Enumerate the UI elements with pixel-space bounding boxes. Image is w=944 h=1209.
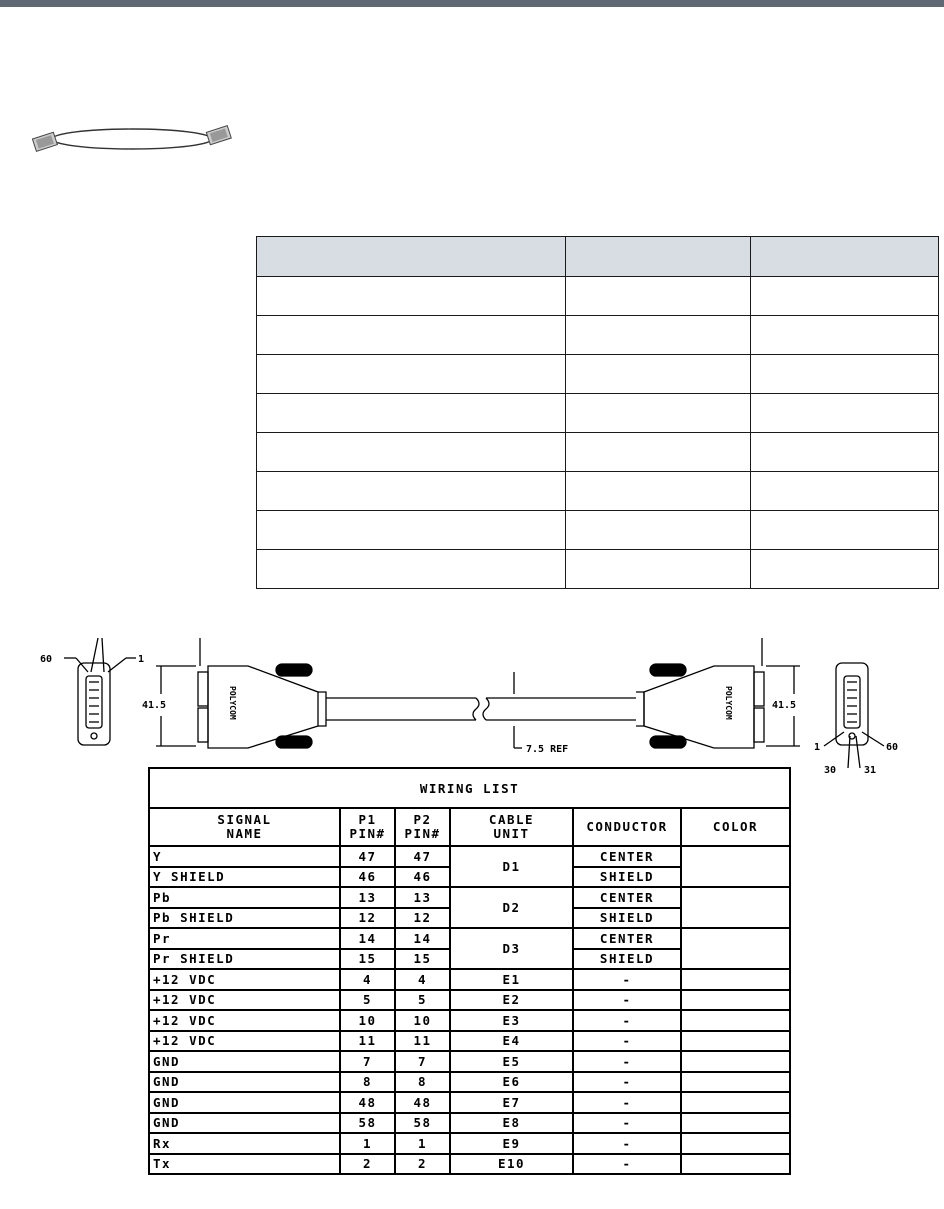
cell-p1: 12 bbox=[340, 908, 395, 929]
cell-p2: 5 bbox=[395, 990, 450, 1011]
spec-table-header bbox=[257, 237, 939, 277]
cell-cable: D2 bbox=[450, 887, 573, 928]
cell-p2: 13 bbox=[395, 887, 450, 908]
cell-color bbox=[681, 1010, 790, 1031]
cell-color bbox=[681, 969, 790, 990]
cell-conductor: - bbox=[573, 1092, 681, 1113]
cell-color bbox=[681, 1072, 790, 1093]
cell-conductor: - bbox=[573, 1154, 681, 1175]
table-row bbox=[149, 1092, 790, 1113]
cell-conductor: - bbox=[573, 990, 681, 1011]
wiring-list-title: WIRING LIST bbox=[149, 768, 790, 808]
pin-60-label-left: 60 bbox=[40, 654, 53, 665]
cell-signal: +12 VDC bbox=[149, 969, 340, 990]
col-signal-name: SIGNAL NAME bbox=[149, 808, 340, 846]
brand-label-right: POLYCOM bbox=[724, 686, 733, 720]
cell-signal: Pr SHIELD bbox=[149, 949, 340, 970]
cell-color bbox=[681, 887, 790, 928]
cell-signal: Pr bbox=[149, 928, 340, 949]
cell-cable: E9 bbox=[450, 1133, 573, 1154]
cell-p1: 7 bbox=[340, 1051, 395, 1072]
cell-p2: 58 bbox=[395, 1113, 450, 1134]
cell-p1: 1 bbox=[340, 1133, 395, 1154]
cell-p1: 14 bbox=[340, 928, 395, 949]
col-cable-unit: CABLE UNIT bbox=[450, 808, 573, 846]
cell-cable: E8 bbox=[450, 1113, 573, 1134]
cell-p1: 2 bbox=[340, 1154, 395, 1175]
cell-signal: Y SHIELD bbox=[149, 867, 340, 888]
cell-conductor: CENTER bbox=[573, 928, 681, 949]
cell-cable: E5 bbox=[450, 1051, 573, 1072]
cell-color bbox=[681, 1051, 790, 1072]
table-row bbox=[149, 1031, 790, 1052]
cell-p2: 47 bbox=[395, 846, 450, 867]
cell-conductor: - bbox=[573, 1113, 681, 1134]
cable-ref-dim: 7.5 REF bbox=[526, 744, 569, 755]
cell-p1: 8 bbox=[340, 1072, 395, 1093]
cell-p2: 48 bbox=[395, 1092, 450, 1113]
cell-signal: GND bbox=[149, 1051, 340, 1072]
cell-color bbox=[681, 846, 790, 887]
cell-cable: E7 bbox=[450, 1092, 573, 1113]
cell-signal: +12 VDC bbox=[149, 1031, 340, 1052]
cell-p2: 15 bbox=[395, 949, 450, 970]
table-row bbox=[257, 316, 939, 355]
cell-p2: 46 bbox=[395, 867, 450, 888]
pin-31-label: 31 bbox=[864, 765, 877, 776]
cell-conductor: - bbox=[573, 1010, 681, 1031]
table-row bbox=[149, 1010, 790, 1031]
table-row bbox=[149, 1154, 790, 1175]
cell-cable: E4 bbox=[450, 1031, 573, 1052]
table-row bbox=[149, 969, 790, 990]
table-row bbox=[149, 1051, 790, 1072]
brand-label-left: POLYCOM bbox=[228, 686, 237, 720]
cell-color bbox=[681, 1092, 790, 1113]
height-dim-left: 41.5 bbox=[142, 700, 167, 711]
pin-1-label-left: 1 bbox=[138, 654, 145, 665]
table-row bbox=[257, 394, 939, 433]
cell-p1: 10 bbox=[340, 1010, 395, 1031]
col-p2-pin: P2 PIN# bbox=[395, 808, 450, 846]
cell-conductor: - bbox=[573, 969, 681, 990]
table-row bbox=[149, 887, 790, 908]
table-row bbox=[257, 472, 939, 511]
cell-signal: GND bbox=[149, 1113, 340, 1134]
cell-cable: D3 bbox=[450, 928, 573, 969]
cell-cable: E3 bbox=[450, 1010, 573, 1031]
cell-color bbox=[681, 1031, 790, 1052]
cell-conductor: CENTER bbox=[573, 887, 681, 908]
table-row bbox=[149, 928, 790, 949]
wiring-list-table bbox=[148, 767, 791, 1175]
pin-60-label-right: 60 bbox=[886, 742, 899, 753]
cell-signal: Pb bbox=[149, 887, 340, 908]
table-row bbox=[257, 433, 939, 472]
cell-p2: 2 bbox=[395, 1154, 450, 1175]
cell-p2: 10 bbox=[395, 1010, 450, 1031]
cell-conductor: SHIELD bbox=[573, 949, 681, 970]
cell-conductor: CENTER bbox=[573, 846, 681, 867]
cell-cable: E6 bbox=[450, 1072, 573, 1093]
height-dim-right: 41.5 bbox=[772, 700, 797, 711]
cell-cable: D1 bbox=[450, 846, 573, 887]
pin-1-label-right: 1 bbox=[814, 742, 821, 753]
table-row bbox=[149, 846, 790, 867]
table-row bbox=[149, 1072, 790, 1093]
cell-conductor: - bbox=[573, 1133, 681, 1154]
cell-signal: Y bbox=[149, 846, 340, 867]
cell-p2: 4 bbox=[395, 969, 450, 990]
cell-color bbox=[681, 1154, 790, 1175]
cell-cable: E1 bbox=[450, 969, 573, 990]
table-row bbox=[257, 550, 939, 589]
cell-p1: 4 bbox=[340, 969, 395, 990]
cell-color bbox=[681, 1133, 790, 1154]
cell-signal: GND bbox=[149, 1072, 340, 1093]
cell-conductor: SHIELD bbox=[573, 908, 681, 929]
cell-p2: 7 bbox=[395, 1051, 450, 1072]
top-bar bbox=[0, 0, 944, 7]
cell-signal: Pb SHIELD bbox=[149, 908, 340, 929]
pin-30-label: 30 bbox=[824, 765, 837, 776]
cell-p1: 15 bbox=[340, 949, 395, 970]
cell-signal: Tx bbox=[149, 1154, 340, 1175]
cell-p1: 48 bbox=[340, 1092, 395, 1113]
table-row bbox=[257, 355, 939, 394]
cell-signal: GND bbox=[149, 1092, 340, 1113]
cell-p2: 11 bbox=[395, 1031, 450, 1052]
cell-p2: 8 bbox=[395, 1072, 450, 1093]
cable-drawing bbox=[36, 636, 916, 776]
cell-signal: Rx bbox=[149, 1133, 340, 1154]
col-p1-pin: P1 PIN# bbox=[340, 808, 395, 846]
cell-p1: 58 bbox=[340, 1113, 395, 1134]
cell-p1: 5 bbox=[340, 990, 395, 1011]
cell-cable: E10 bbox=[450, 1154, 573, 1175]
cell-p2: 12 bbox=[395, 908, 450, 929]
spec-table bbox=[256, 236, 939, 589]
cell-conductor: - bbox=[573, 1072, 681, 1093]
cell-cable: E2 bbox=[450, 990, 573, 1011]
cell-p1: 13 bbox=[340, 887, 395, 908]
cell-p1: 46 bbox=[340, 867, 395, 888]
cell-signal: +12 VDC bbox=[149, 1010, 340, 1031]
cell-conductor: - bbox=[573, 1031, 681, 1052]
col-color: COLOR bbox=[681, 808, 790, 846]
cell-p1: 11 bbox=[340, 1031, 395, 1052]
table-row bbox=[149, 1133, 790, 1154]
cell-conductor: SHIELD bbox=[573, 867, 681, 888]
table-row bbox=[149, 990, 790, 1011]
table-row bbox=[149, 1113, 790, 1134]
cell-p2: 1 bbox=[395, 1133, 450, 1154]
table-row bbox=[257, 511, 939, 550]
cell-conductor: - bbox=[573, 1051, 681, 1072]
cell-color bbox=[681, 990, 790, 1011]
cable-thumbnail-icon bbox=[32, 124, 232, 156]
col-conductor: CONDUCTOR bbox=[573, 808, 681, 846]
wiring-list-header bbox=[149, 808, 790, 846]
cell-color bbox=[681, 928, 790, 969]
cell-p2: 14 bbox=[395, 928, 450, 949]
cell-color bbox=[681, 1113, 790, 1134]
cell-signal: +12 VDC bbox=[149, 990, 340, 1011]
table-row bbox=[257, 277, 939, 316]
cell-p1: 47 bbox=[340, 846, 395, 867]
